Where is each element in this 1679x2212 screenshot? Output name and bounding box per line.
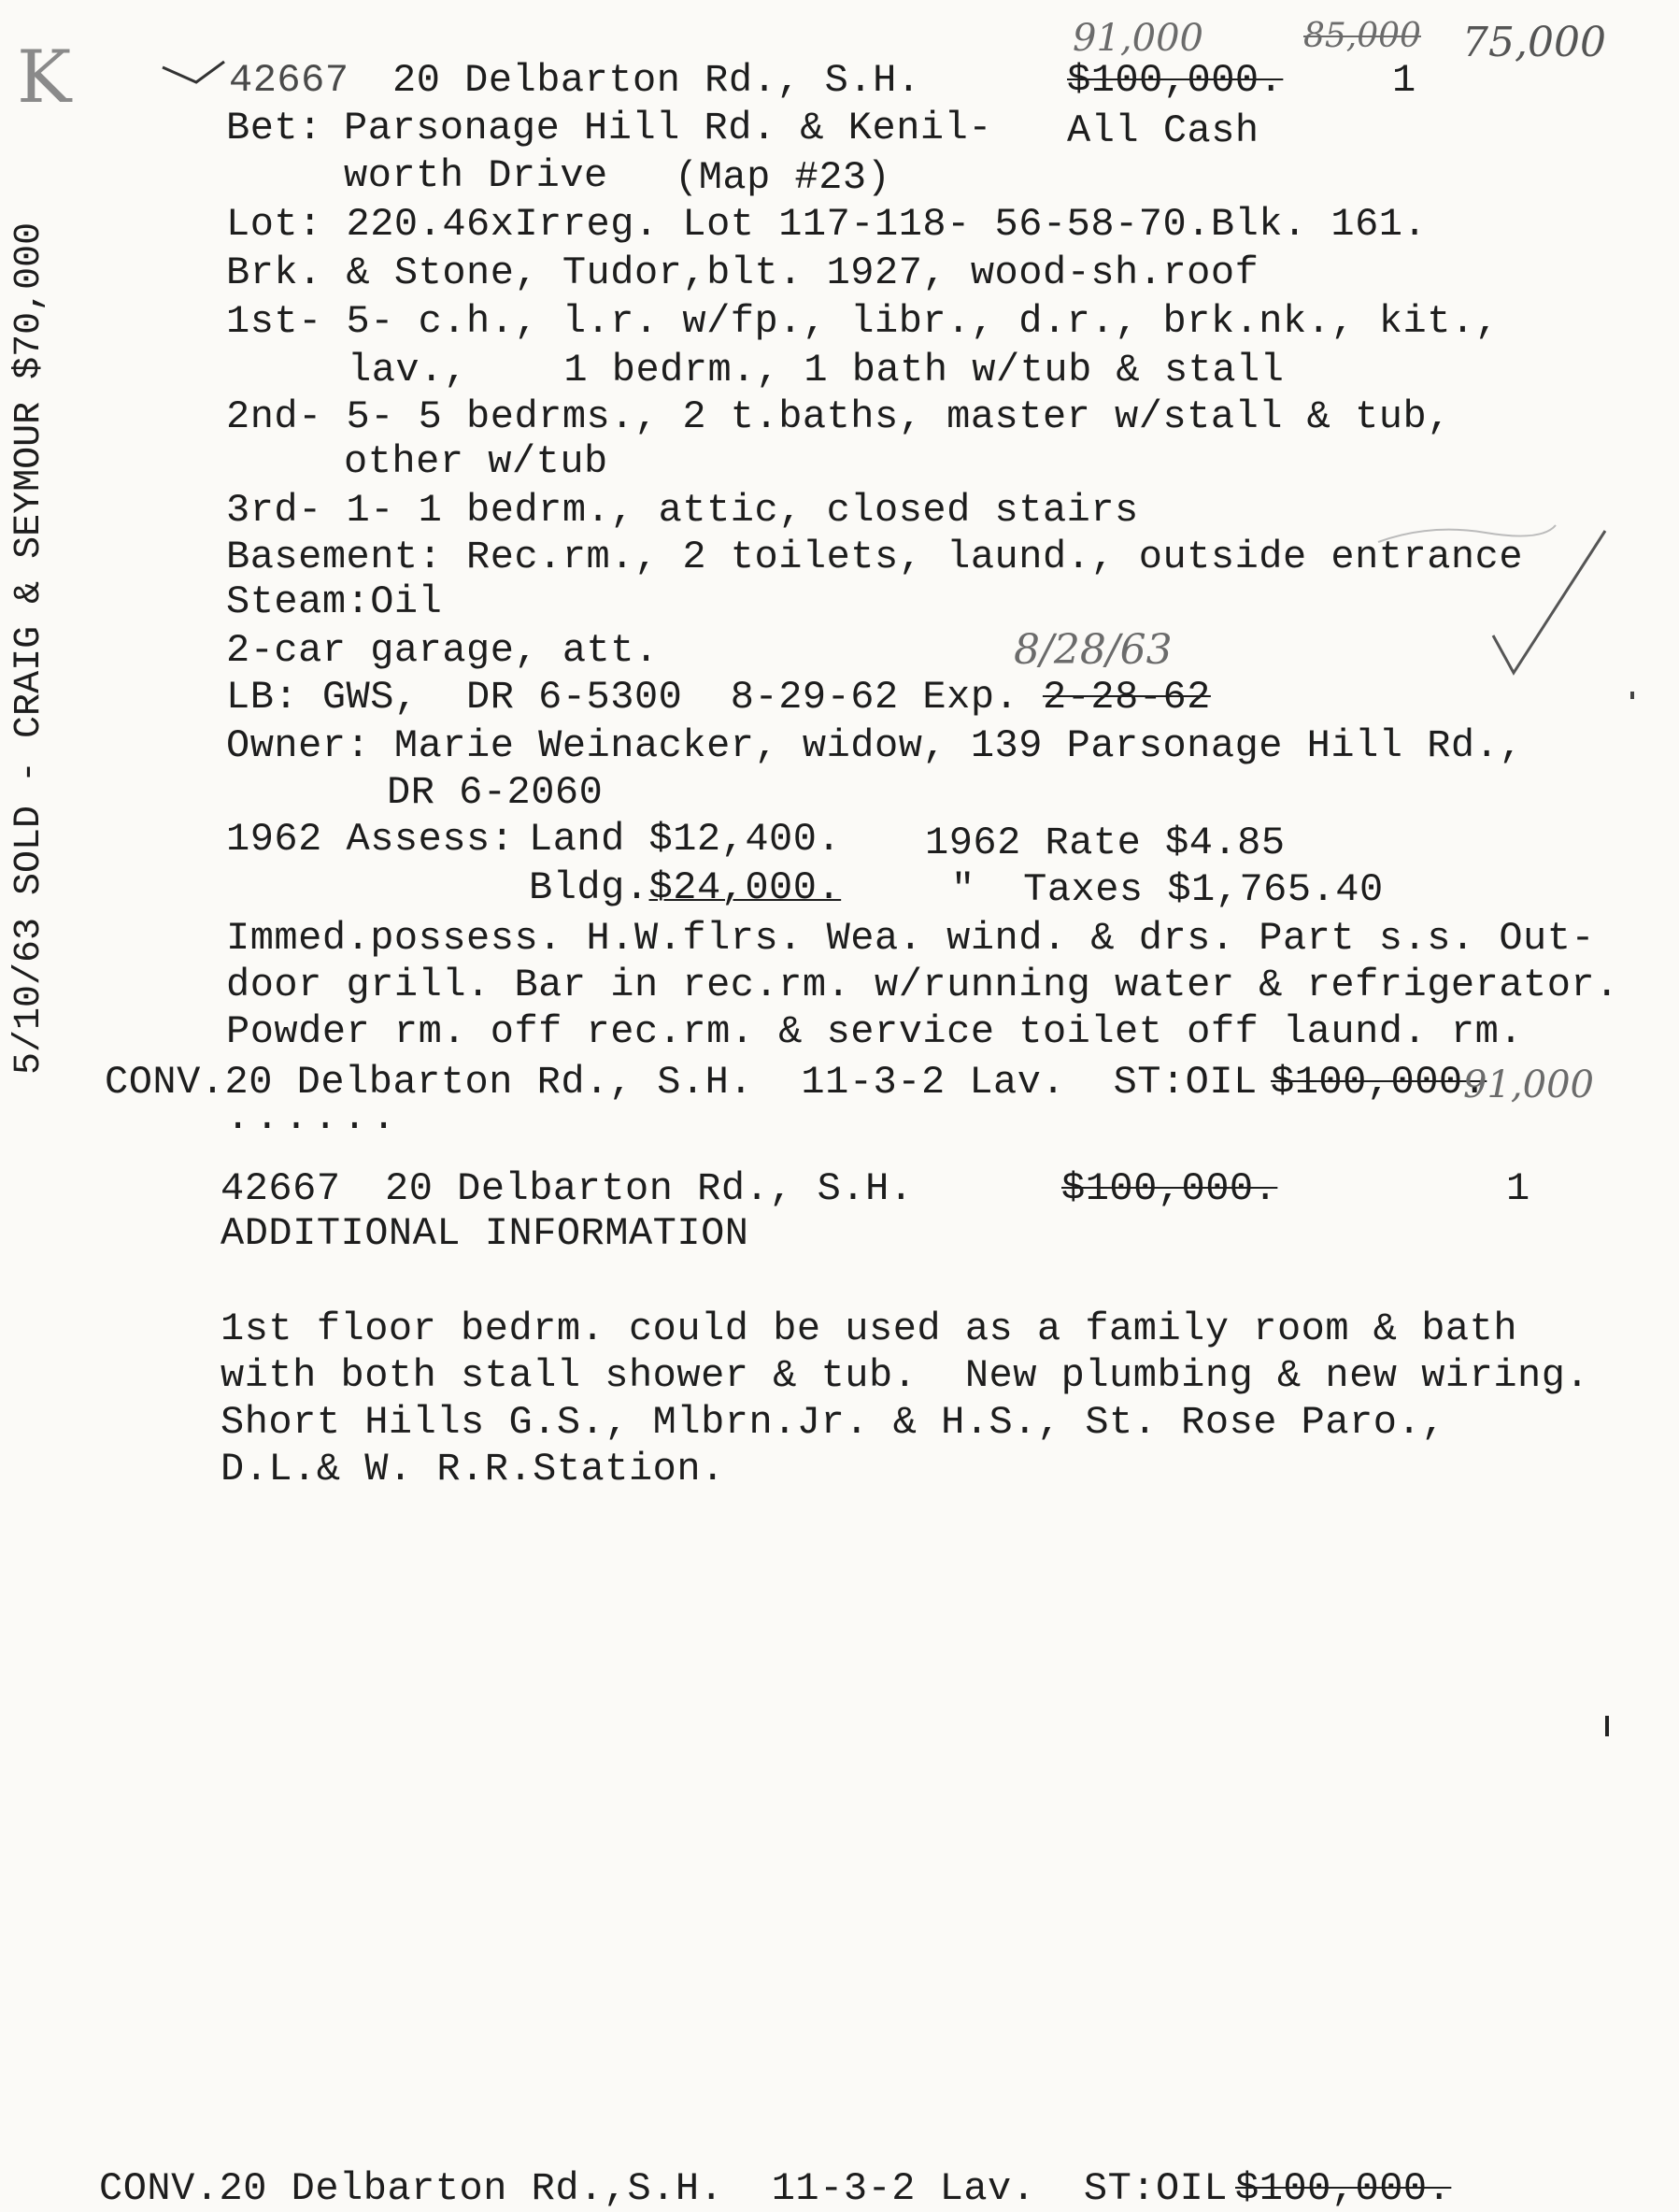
initial-mark: K bbox=[17, 36, 72, 120]
additional-price: $100,000. bbox=[1061, 1166, 1278, 1211]
garage-line: 2-car garage, att. bbox=[226, 628, 659, 673]
assess-building bbox=[529, 865, 841, 910]
building-value: $24,000. bbox=[648, 865, 842, 910]
lot-line: Lot: 220.46xIrreg. Lot 117-118- 56-58-70.Blk. 161. bbox=[226, 202, 1428, 247]
card-number: 1 bbox=[1392, 58, 1416, 103]
first-floor-line-2: lav., 1 bedrm., 1 bath w/tub & stall bbox=[348, 348, 1285, 392]
additional-heading: ADDITIONAL INFORMATION bbox=[221, 1211, 749, 1256]
remarks-line-2: door grill. Bar in rec.rm. w/running water & refrigerator. bbox=[226, 963, 1619, 1007]
additional-body-1: 1st floor bedrm. could be used as a family room & bath bbox=[221, 1306, 1518, 1351]
handwritten-exp-date: 8/28/63 bbox=[1014, 626, 1173, 674]
handwritten-price-2: 85,000 bbox=[1303, 17, 1421, 55]
listing-price: $100,000. bbox=[1067, 58, 1284, 103]
additional-body-2: with both stall shower & tub. New plumbing & new wiring. bbox=[221, 1353, 1590, 1398]
conv-price: $100,000. bbox=[1271, 1060, 1487, 1105]
expiration-date: 2-28-62 bbox=[1042, 675, 1211, 720]
listing-number: 42667 bbox=[229, 58, 349, 103]
between-streets-2: worth Drive bbox=[344, 153, 608, 198]
map-reference: (Map #23) bbox=[675, 155, 891, 200]
footer-conv-line: CONV.20 Delbarton Rd.,S.H. 11-3-2 Lav. ST:OIL bbox=[99, 2166, 1229, 2211]
terms: All Cash bbox=[1067, 108, 1259, 153]
edge-speck bbox=[1605, 1716, 1609, 1736]
footer-price: $100,000. bbox=[1235, 2166, 1452, 2211]
owner-line-1: Owner: Marie Weinacker, widow, 139 Parsonage Hill Rd., bbox=[226, 723, 1524, 768]
heat-line: Steam:Oil bbox=[226, 579, 443, 624]
basement-line: Basement: Rec.rm., 2 toilets, laund., outside entrance bbox=[226, 535, 1524, 579]
between-streets-1: Parsonage Hill Rd. & Kenil- bbox=[344, 106, 993, 150]
separator-dots: ...... bbox=[226, 1095, 402, 1140]
additional-body-4: D.L.& W. R.R.Station. bbox=[221, 1447, 725, 1491]
assess-land: Land $12,400. bbox=[529, 817, 842, 862]
sold-side-note: 5/10/63 SOLD - CRAIG & SEYMOUR $70,000 bbox=[8, 221, 50, 1075]
edge-speck bbox=[1630, 692, 1634, 699]
owner-line-2: DR 6-2060 bbox=[387, 770, 604, 815]
second-floor-line-2: other w/tub bbox=[344, 439, 608, 484]
handwritten-price-3: 75,000 bbox=[1462, 19, 1606, 66]
listing-broker-line bbox=[226, 675, 1211, 720]
handwritten-conv-price: 91,000 bbox=[1463, 1063, 1594, 1106]
tax-rate: 1962 Rate $4.85 bbox=[925, 821, 1286, 865]
scribble-mark bbox=[1373, 505, 1560, 561]
checkmark-icon bbox=[159, 56, 234, 93]
between-label: Bet: bbox=[226, 106, 322, 150]
third-floor-line: 3rd- 1- 1 bedrm., attic, closed stairs bbox=[226, 488, 1139, 533]
handwritten-price-1: 91,000 bbox=[1073, 17, 1203, 60]
first-floor-line-1: 1st- 5- c.h., l.r. w/fp., libr., d.r., brk.nk., kit., bbox=[226, 299, 1500, 344]
conv-line: CONV.20 Delbarton Rd., S.H. 11-3-2 Lav. ST:OIL bbox=[105, 1060, 1258, 1105]
assess-label: 1962 Assess: bbox=[226, 817, 515, 862]
listing-address: 20 Delbarton Rd., S.H. bbox=[392, 58, 921, 103]
additional-listing-number: 42667 bbox=[221, 1166, 341, 1211]
taxes: " Taxes $1,765.40 bbox=[951, 867, 1384, 912]
additional-card-number: 1 bbox=[1506, 1166, 1530, 1211]
additional-address: 20 Delbarton Rd., S.H. bbox=[385, 1166, 914, 1211]
listing-broker-info: LB: GWS, DR 6-5300 8-29-62 Exp. bbox=[226, 675, 1043, 720]
remarks-line-1: Immed.possess. H.W.flrs. Wea. wind. & drs. Part s.s. Out- bbox=[226, 916, 1596, 961]
remarks-line-3: Powder rm. off rec.rm. & service toilet off laund. rm. bbox=[226, 1009, 1524, 1054]
second-floor-line-1: 2nd- 5- 5 bedrms., 2 t.baths, master w/stall & tub, bbox=[226, 394, 1451, 439]
additional-body-3: Short Hills G.S., Mlbrn.Jr. & H.S., St. Rose Paro., bbox=[221, 1400, 1445, 1445]
construction-line: Brk. & Stone, Tudor,blt. 1927, wood-sh.roof bbox=[226, 250, 1259, 295]
building-label: Bldg. bbox=[529, 865, 649, 910]
